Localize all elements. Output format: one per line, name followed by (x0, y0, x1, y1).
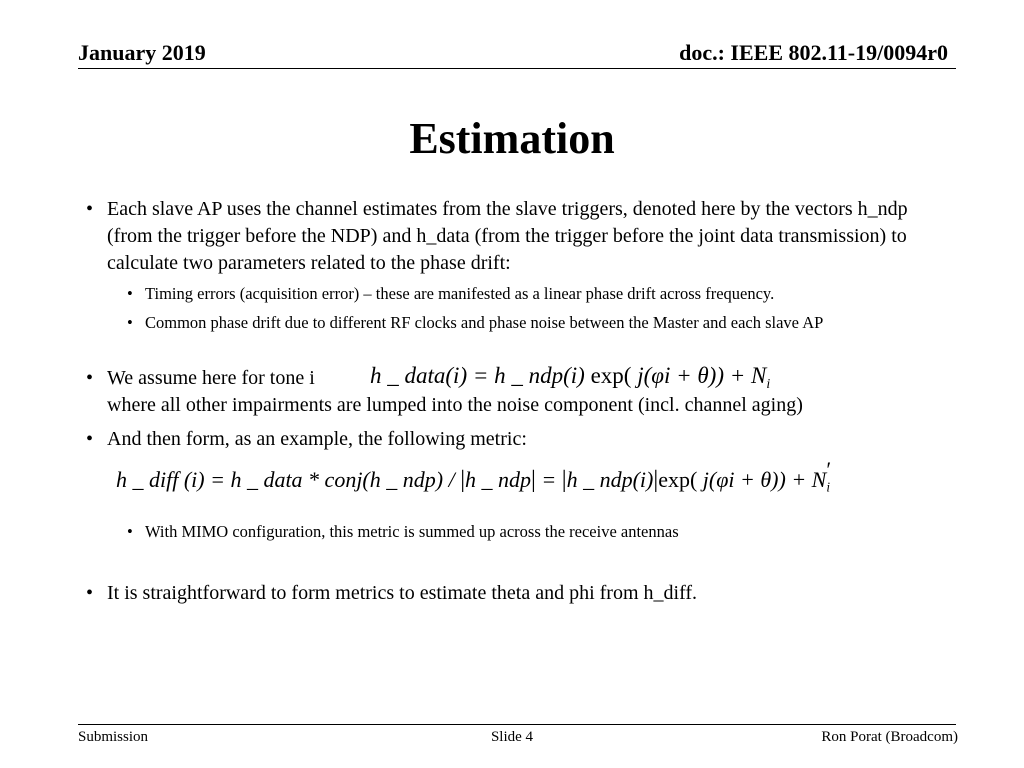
abs-bar: | (653, 466, 659, 493)
footer-slide-number: Slide 4 (490, 729, 534, 745)
footer-author: Ron Porat (Broadcom) (821, 729, 958, 745)
bullet-text: With MIMO configuration, this metric is summed up across the receive antennas (145, 522, 679, 541)
abs-bar: | (460, 466, 466, 493)
bullet-icon: • (86, 198, 94, 220)
bullet-item (86, 426, 937, 453)
footer-submission: Submission (78, 729, 149, 745)
bullet-icon: • (127, 284, 133, 303)
header-rule (78, 68, 956, 69)
abs-bar: | (531, 466, 536, 493)
bullet-icon: • (86, 367, 94, 389)
header-date: January 2019 (78, 40, 206, 65)
bullet-text: And then form, as an example, the following metric: (107, 428, 527, 450)
equation-signal-model: h _ data(i) = h _ ndp(i) exp( $j(\varphi i + \theta)) + N_i$ (370, 363, 771, 391)
bullet-text: Each slave AP uses the channel estimates from the slave triggers, denoted here by the vectors h_ndp (from the trigger before the NDP) and h_data (from the trigger before the joint data transmission) to calculate two parameters related to the phase drift: (107, 198, 908, 274)
bullet-text-cont: where all other impairments are lumped into the noise component (incl. channel aging) (107, 394, 803, 416)
bullet-text: Timing errors (acquisition error) – these are manifested as a linear phase drift across frequency. (145, 284, 775, 303)
bullet-item (86, 196, 937, 277)
footer-rule (78, 724, 956, 725)
sub-bullet-item (127, 312, 940, 334)
bullet-item (86, 580, 937, 607)
equation-metric: h _ diff (i) = h _ data * conj(h _ ndp) / |h _ ndp| = |h _ ndp(i)|exp( j(φi + θ)) + N ′ $_i$ (116, 457, 832, 495)
bullet-text: Common phase drift due to different RF clocks and phase noise between the Master and each slave AP (145, 313, 824, 332)
header-doc-id: doc.: IEEE 802.11-19/0094r0 (679, 40, 948, 65)
bullet-icon: • (127, 313, 133, 332)
bullet-text: We assume here for tone i (107, 367, 315, 389)
sub-bullet-item (127, 283, 945, 305)
bullet-text: It is straightforward to form metrics to estimate theta and phi from h_diff. (107, 582, 698, 604)
bullet-icon: • (86, 428, 94, 450)
slide-title: Estimation (409, 114, 615, 163)
sub-bullet-item (127, 521, 945, 543)
abs-bar: | (561, 466, 567, 493)
bullet-icon: • (127, 522, 133, 541)
bullet-icon: • (86, 582, 94, 604)
